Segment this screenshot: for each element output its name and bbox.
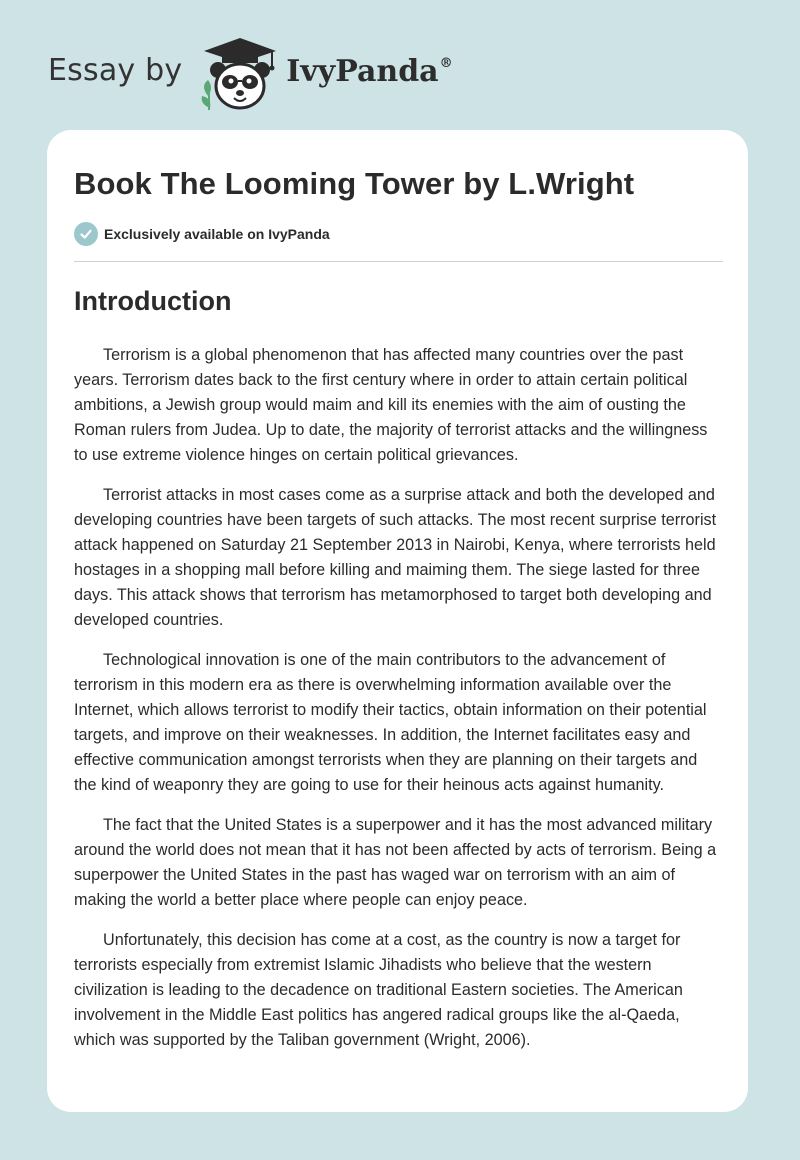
registered-mark: ® [439,55,453,71]
check-circle-icon [74,222,98,246]
divider [74,261,723,262]
section-heading: Introduction [74,286,232,316]
paragraph: Terrorist attacks in most cases come as a surprise attack and both the developed and developing countries have been targets of such attacks. The most recent surprise terrorist attack happened on Saturday 21 September 2013 in Nairobi, Kenya, where terrorists held hostages in a shopping mall before killing and maiming them. The siege lasted for three days. This attack shows that terrorism has metamorphosed to target both developing and developed countries. [74,486,717,629]
site-header [48,34,648,114]
exclusive-badge [74,222,330,246]
essay-by-label: Essay by [48,52,183,88]
panda-graduate-logo-icon[interactable] [196,34,284,114]
paragraph: Unfortunately, this decision has come at a cost, as the country is now a target for terrorists especially from extremist Islamic Jihadists who believe that the western civilization is leading to the decadence on traditional Eastern societies. The American involvement in the Middle East politics has angered radical groups like the al-Qaeda, which was supported by the Taliban government (Wright, 2006). [74,931,683,1049]
paragraph: The fact that the United States is a superpower and it has the most advanced military around the world does not mean that it has not been affected by acts of terrorism. Being a superpower the United States in the past has waged war on terrorism with an aim of making the world a better place where people can enjoy peace. [74,816,717,909]
essay-body [74,343,724,1068]
paragraph: Technological innovation is one of the main contributors to the advancement of terrorism in this modern era as there is overwhelming information available over the Internet, which allows terrorist to modify their tactics, obtain information on their potential targets, and improve on their weaknesses. In addition, the Internet facilitates easy and effective communication amongst terrorists when they are planning on their targets and the kind of weaponry they are going to use for their heinous acts against humanity. [74,651,707,794]
brand-name[interactable]: IvyPanda® [286,53,453,89]
page-title: Book The Looming Tower by L.Wright [74,166,635,201]
essay-card [47,130,748,1112]
paragraph: Terrorism is a global phenomenon that has affected many countries over the past years. Terrorism dates back to the first century where in order to attain certain political ambitions, a Jewish group would maim and kill its enemies with the aim of ousting the Roman rulers from Judea. Up to date, the majority of terrorist attacks and the willingness to use extreme violence hinges on certain political grievances. [74,346,708,464]
exclusive-badge-label: Exclusively available on IvyPanda [104,226,330,242]
